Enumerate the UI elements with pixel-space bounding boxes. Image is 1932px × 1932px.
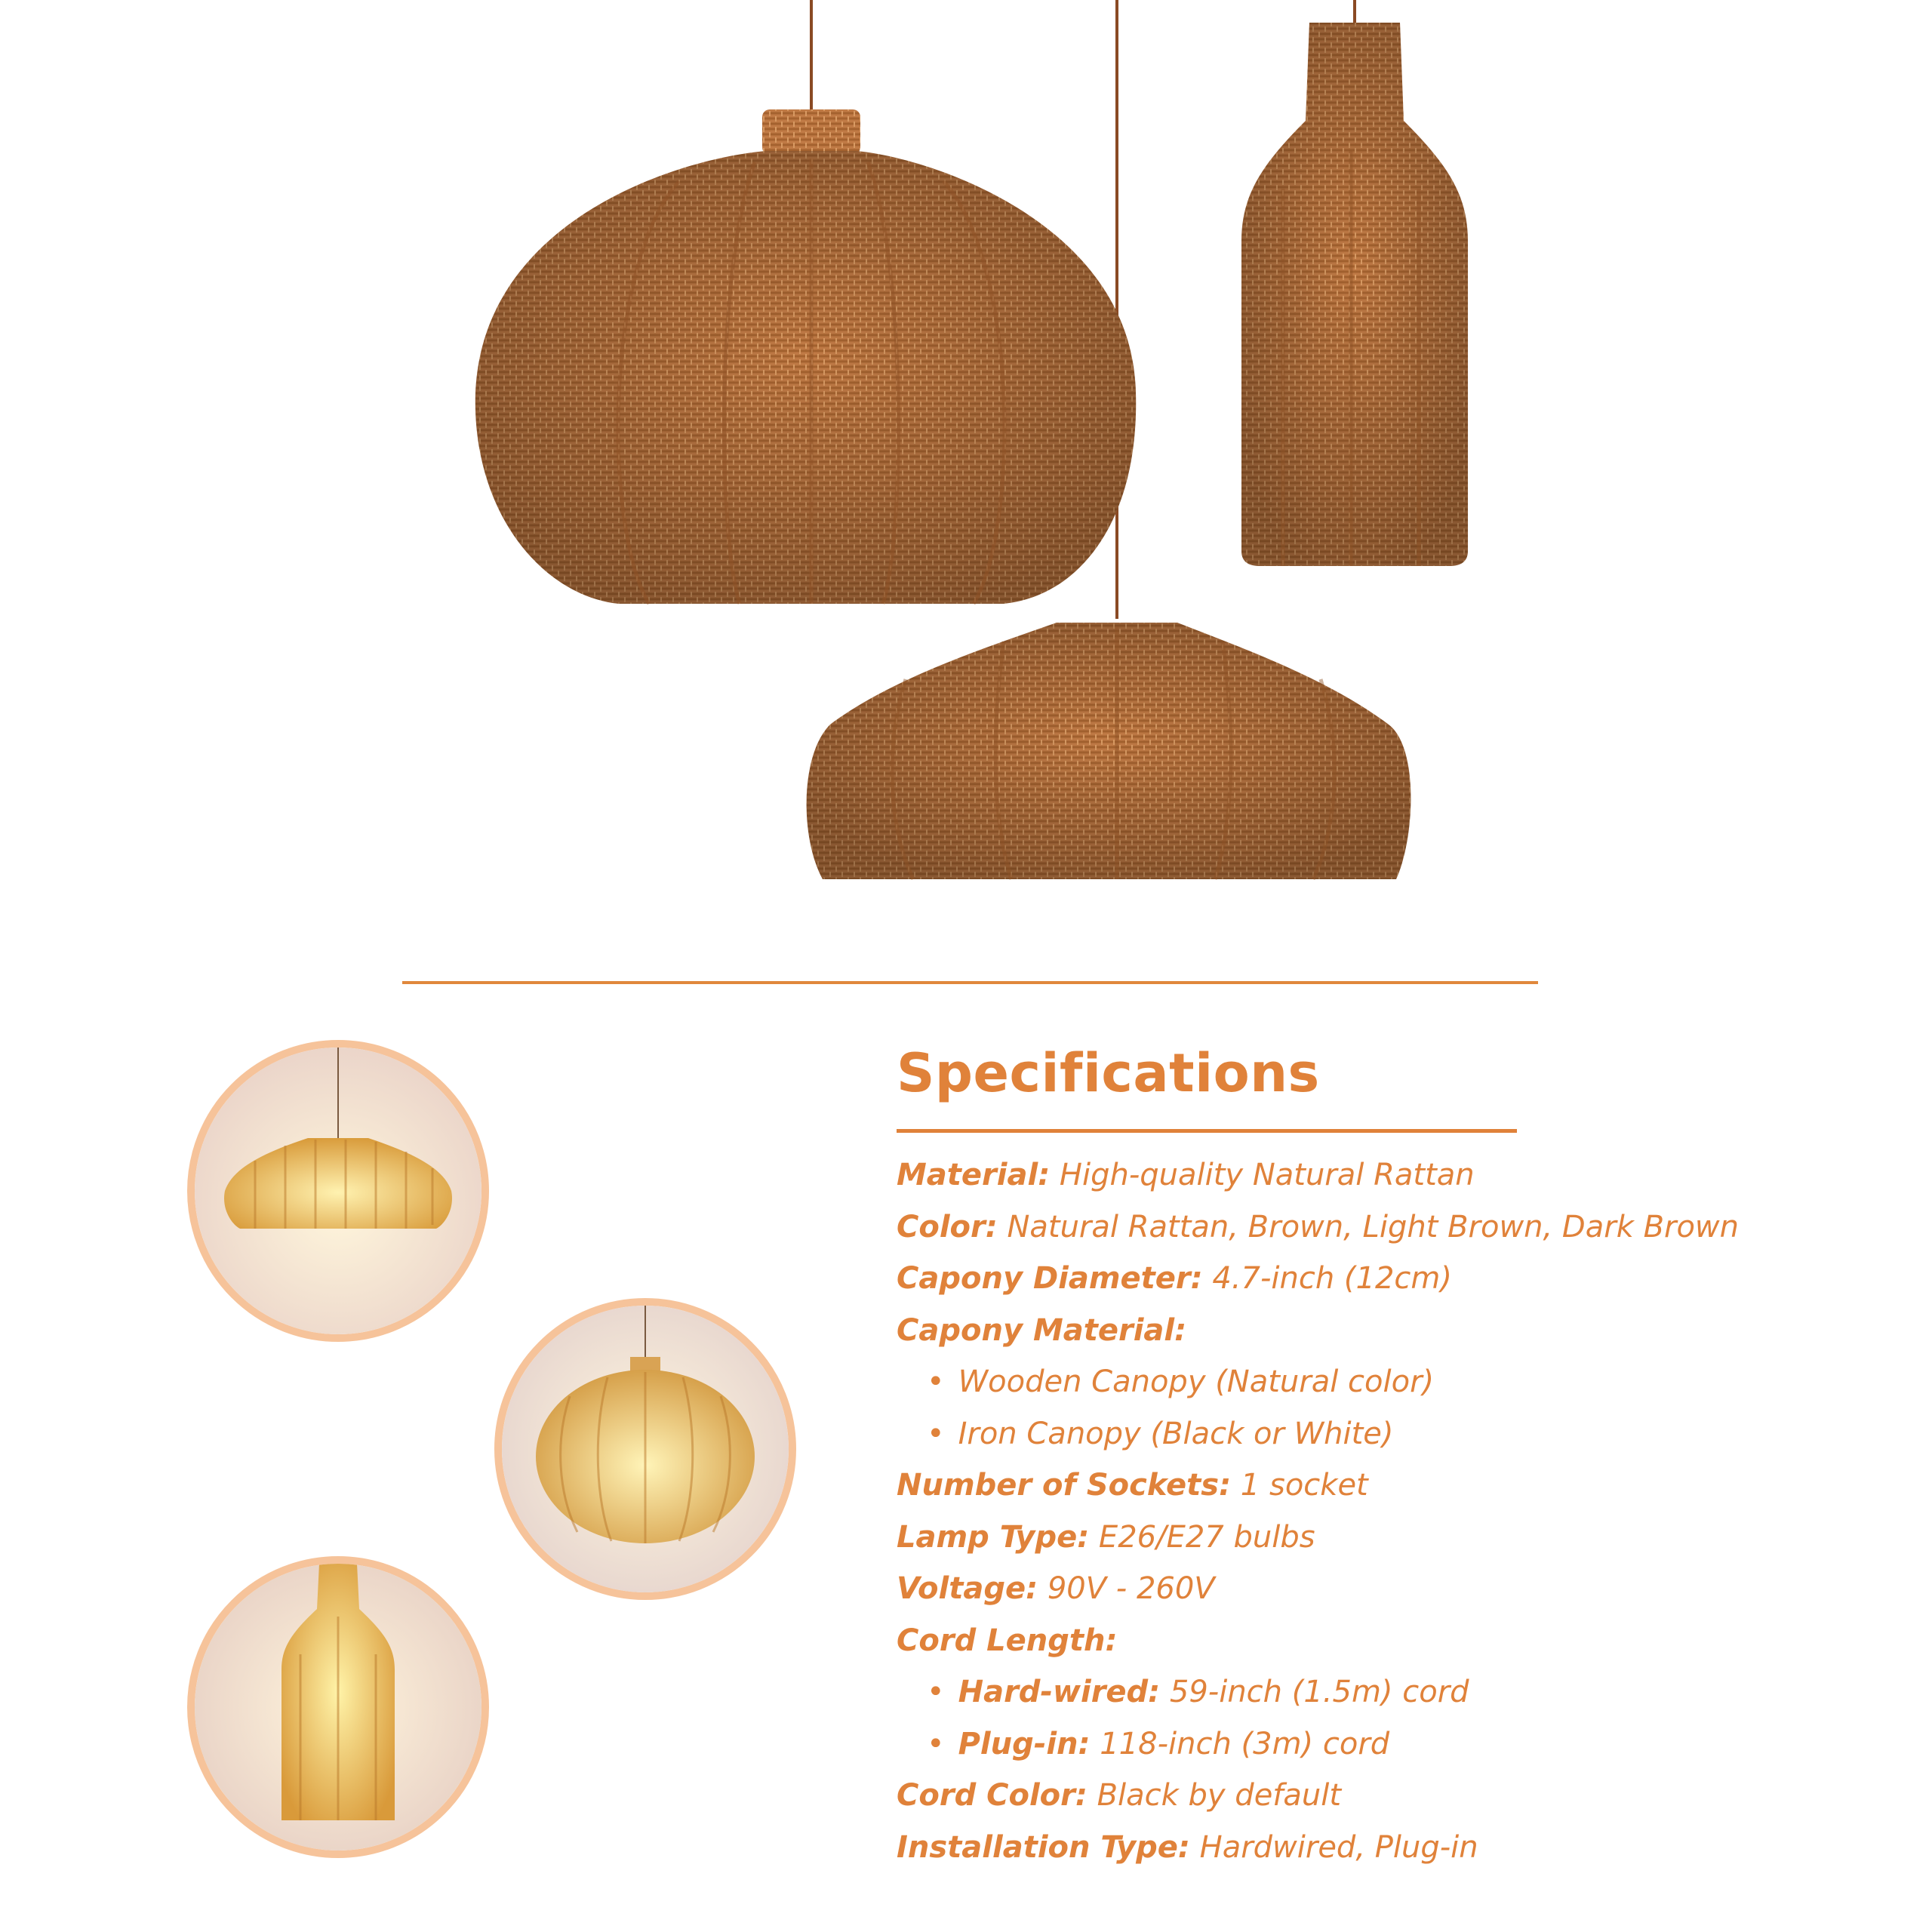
flat-gourd-pendant [807,623,1411,879]
spec-item [897,1201,1900,1254]
spec-item [897,1460,1900,1512]
spec-value: E26/E27 bulbs [1089,1519,1315,1555]
spec-value: 90V - 260V [1038,1571,1215,1606]
thumbnail-flat-gourd-lit[interactable] [187,1040,489,1342]
spec-item [897,1563,1900,1615]
spec-value: 4.7-inch (12cm) [1202,1261,1452,1296]
spec-item [897,1253,1900,1305]
spec-key: Voltage: [897,1571,1038,1606]
spec-item [897,1149,1900,1201]
spec-value: High-quality Natural Rattan [1050,1158,1475,1192]
spec-value: 59-inch (1.5m) cord [1160,1675,1469,1709]
spec-sub-item [897,1718,1900,1770]
spec-key: Capony Material: [897,1312,1187,1348]
spec-key: Plug-in: [958,1726,1091,1761]
bottle-pendant [1241,23,1468,566]
thumbnail-bottle-lit[interactable] [187,1556,489,1858]
spec-key: Material: [897,1158,1051,1192]
spec-sub-item [897,1356,1900,1408]
spec-item [897,1822,1900,1874]
spec-item [897,1512,1900,1564]
thumbnail-pumpkin-lit[interactable] [494,1298,796,1600]
spec-item [897,1305,1900,1357]
spec-value: 1 socket [1231,1468,1368,1503]
spec-key: Cord Length: [897,1623,1118,1658]
spec-item [897,1770,1900,1822]
spec-value: Hardwired, Plug-in [1189,1829,1478,1865]
spec-key: Cord Color: [897,1778,1088,1813]
spec-key: Number of Sockets: [897,1468,1232,1503]
spec-value: Iron Canopy (Black or White) [958,1416,1394,1451]
spec-list [897,1149,1900,1873]
spec-key: Lamp Type: [897,1519,1090,1555]
spec-key: Hard-wired: [958,1675,1161,1709]
hero-product-image [0,0,1932,943]
spec-value: Natural Rattan, Brown, Light Brown, Dark Brown [997,1209,1739,1244]
spec-item [897,1615,1900,1667]
spec-value: Black by default [1087,1778,1342,1813]
spec-value: 118-inch (3m) cord [1090,1726,1390,1761]
spec-key: Color: [897,1209,998,1244]
specifications-title: Specifications [897,1042,1320,1104]
spec-key: Installation Type: [897,1829,1190,1865]
spec-sub-item [897,1408,1900,1460]
title-underline [897,1129,1517,1133]
pumpkin-pendant [475,109,1136,604]
specifications-panel [897,1035,1900,1873]
spec-key: Capony Diameter: [897,1261,1203,1296]
spec-value: Wooden Canopy (Natural color) [958,1364,1435,1399]
section-divider [402,981,1538,984]
spec-sub-item [897,1666,1900,1718]
